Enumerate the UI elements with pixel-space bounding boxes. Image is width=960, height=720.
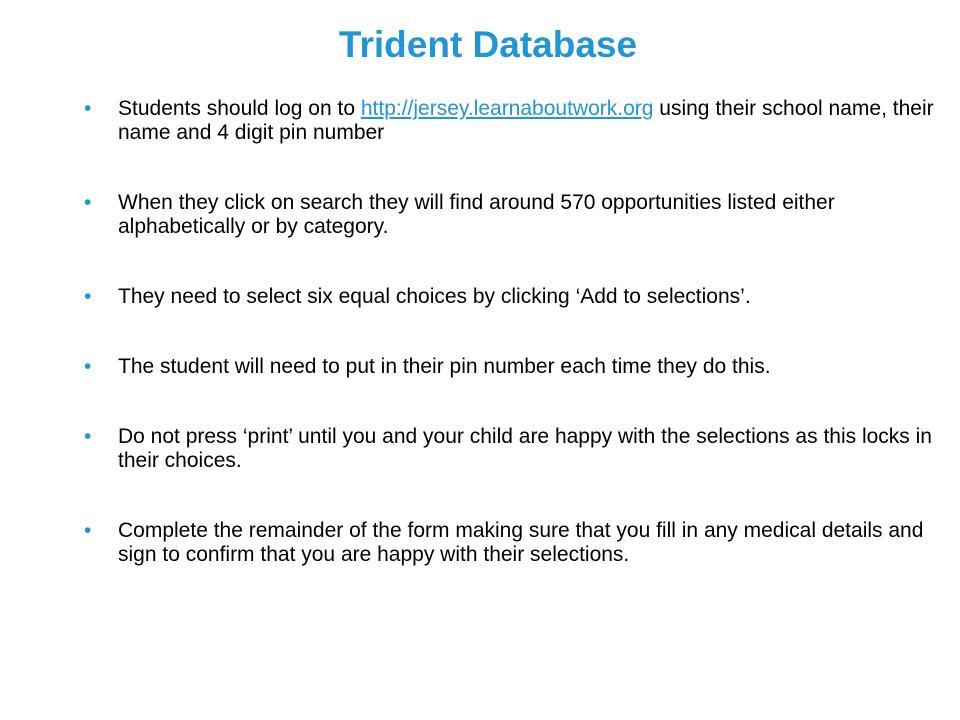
bullet-dot-icon: • [84,519,92,542]
bullet-item-print [84,425,934,473]
bullet-item-login [84,97,934,145]
bullet-text: Complete the remainder of the form making sure that you fill in any medical details and sign to confirm that you are happy with their selections. [118,519,924,566]
learnaboutwork-link[interactable]: http://jersey.learnaboutwork.org [360,97,654,120]
slide-title: Trident Database [338,24,638,65]
bullet-text: Do not press ‘print’ until you and your child are happy with the selections as this locks in their choices. [118,425,932,472]
bullet-dot-icon: • [84,425,92,448]
bullet-item-form [84,519,934,567]
bullet-dot-icon: • [84,285,92,308]
bullet-text: using their school name, their name and 4 digit pin number [118,97,934,144]
bullet-dot-icon: • [84,355,92,378]
bullet-item-select [84,285,934,309]
bullet-item-pin [84,355,934,379]
bullet-text: They need to select six equal choices by clicking ‘Add to selections’. [118,285,751,308]
bullet-dot-icon: • [84,191,92,214]
bullet-text: The student will need to put in their pin number each time they do this. [118,355,771,378]
bullet-text: Students should log on to [118,97,361,120]
bullet-item-search [84,191,934,239]
bullet-text: When they click on search they will find around 570 opportunities listed either alphabetically or by category. [118,191,835,238]
bullet-dot-icon: • [84,97,92,120]
bullet-list [84,97,934,613]
